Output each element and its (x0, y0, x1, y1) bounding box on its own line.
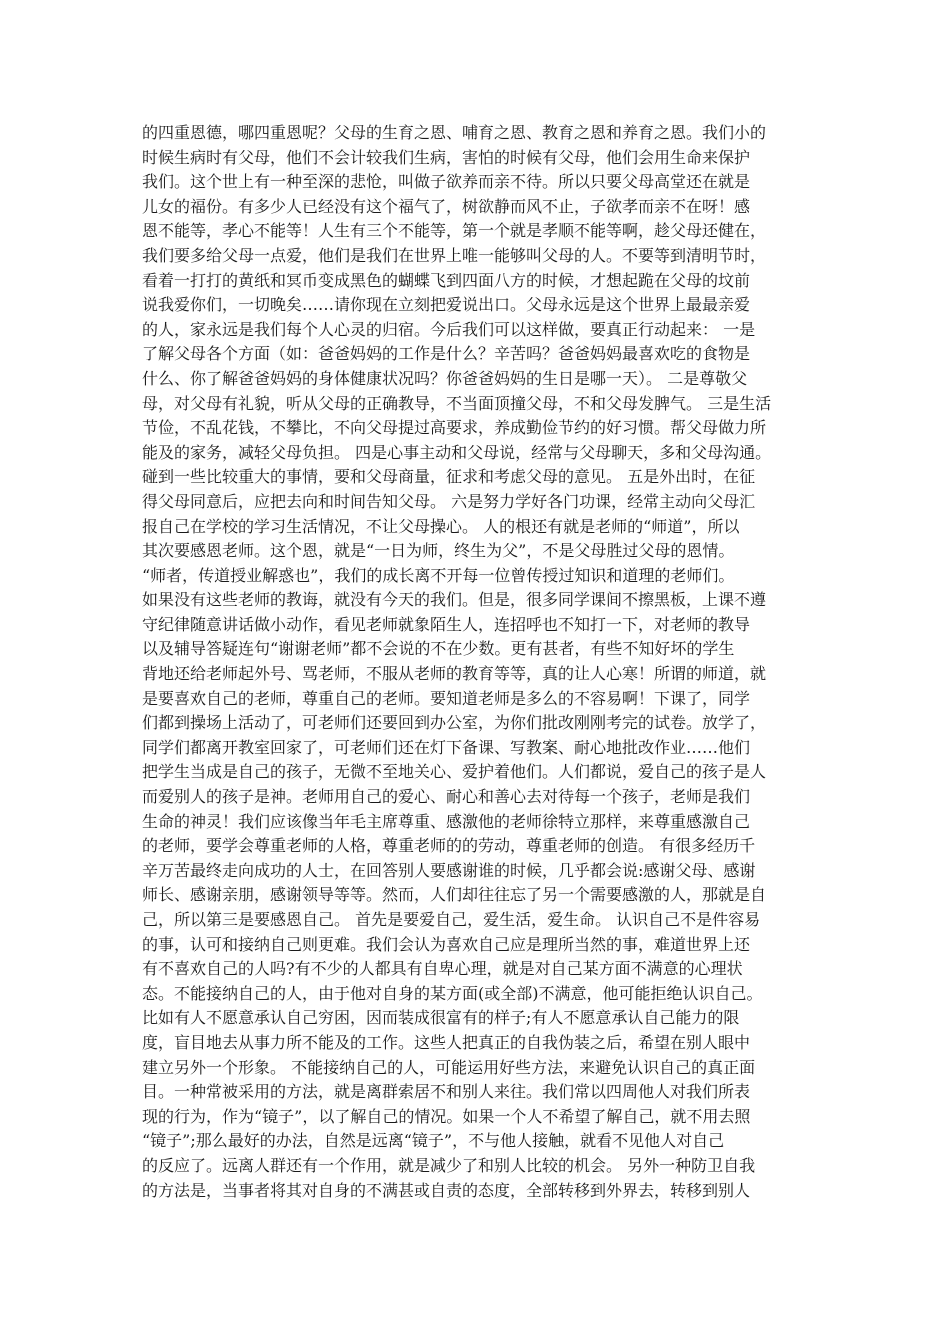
text-line: 比如有人不愿意承认自己穷困，因而装成很富有的样子;有人不愿意承认自己能力的限 (142, 1008, 740, 1028)
text-line: 其次要感恩老师。这个恩，就是“一日为师，终生为父”，不是父母胜过父母的恩情。 (142, 541, 735, 561)
text-line: 以及辅导答疑连句“谢谢老师”都不会说的不在少数。更有甚者，有些不知好坏的学生 (142, 639, 735, 659)
text-line: 碰到一些比较重大的事情，要和父母商量，征求和考虑父母的意见。 五是外出时，在征 (142, 467, 756, 487)
text-line: 的方法是，当事者将其对自身的不满甚或自责的态度，全部转移到外界去，转移到别人 (142, 1180, 751, 1200)
text-line: 我们要多给父母一点爱，他们是我们在世界上唯一能够叫父母的人。不要等到清明节时， (142, 245, 767, 265)
text-line: 儿女的福份。有多少人已经没有这个福气了，树欲静而风不止，子欲孝而亲不在呀！感 (142, 196, 751, 216)
text-line: 有不喜欢自己的人吗?有不少的人都具有自卑心理，就是对自己某方面不满意的心理状 (142, 959, 743, 979)
text-line: 报自己在学校的学习生活情况，不让父母操心。 人的根还有就是老师的“师道”，所以 (142, 516, 740, 536)
text-line: 而爱别人的孩子是神。老师用自己的爱心、耐心和善心去对待每一个孩子，老师是我们 (142, 787, 751, 807)
text-line: 的四重恩德，哪四重恩呢？父母的生育之恩、哺育之恩、教育之恩和养育之恩。我们小的 (142, 123, 767, 142)
text-line: 如果没有这些老师的教诲，就没有今天的我们。但是，很多同学课间不擦黑板，上课不遵 (142, 590, 767, 610)
text-line: 什么、你了解爸爸妈妈的身体健康状况吗？你爸爸妈妈的生日是哪一天）。 二是尊敬父 (142, 368, 748, 388)
text-line: 背地还给老师起外号、骂老师，不服从老师的教育等等，真的让人心寒！所谓的师道，就 (142, 664, 767, 684)
text-line: 了解父母各个方面（如：爸爸妈妈的工作是什么？辛苦吗？爸爸妈妈最喜欢吃的食物是 (142, 344, 751, 364)
text-line: 的老师，要学会尊重老师的人格，尊重老师的的劳动，尊重老师的创造。 有很多经历千 (142, 836, 756, 856)
text-line: 把学生当成是自己的孩子，无微不至地关心、爱护着他们。人们都说，爱自己的孩子是人 (142, 762, 767, 782)
text-line: 态。不能接纳自己的人，由于他对自身的某方面(或全部)不满意，他可能拒绝认识自己。 (142, 983, 763, 1003)
text-line: 恩不能等，孝心不能等！人生有三个不能等，第一个就是孝顺不能等啊，趁父母还健在， (142, 221, 767, 241)
text-line: 的人，家永远是我们每个人心灵的归宿。今后我们可以这样做，要真正行动起来： 一是 (142, 319, 756, 339)
text-line: 师长、感谢亲朋，感谢领导等等。然而，人们却往往忘了另一个需要感激的人，那就是自 (142, 885, 767, 905)
text-line: 建立另外一个形象。 不能接纳自己的人，可能运用好些方法，来避免认识自己的真正面 (142, 1057, 756, 1077)
text-line: “镜子”;那么最好的办法，自然是远离“镜子”，不与他人接触，就看不见他人对自己 (142, 1131, 725, 1151)
body-text (142, 121, 812, 1203)
text-line: 们都到操场上活动了，可老师们还要回到办公室，为你们批改刚刚考完的试卷。放学了， (142, 713, 767, 733)
text-line: 是要喜欢自己的老师，尊重自己的老师。要知道老师是多么的不容易啊！下课了，同学 (142, 688, 751, 708)
text-line: 现的行为，作为“镜子”，以了解自己的情况。如果一个人不希望了解自己，就不用去照 (142, 1106, 751, 1126)
text-line: 的事，认可和接纳自己则更难。我们会认为喜欢自己应是理所当然的事，难道世界上还 (142, 934, 751, 954)
text-line: “师者，传道授业解惑也”，我们的成长离不开每一位曾传授过知识和道理的老师们。 (142, 565, 735, 585)
text-line: 的反应了。远离人群还有一个作用，就是减少了和别人比较的机会。 另外一种防卫自我 (142, 1155, 756, 1175)
text-line: 母，对父母有礼貌，听从父母的正确教导，不当面顶撞父母，不和父母发脾气。 三是生活 (142, 393, 772, 413)
text-line: 同学们都离开教室回家了，可老师们还在灯下备课、写教案、耐心地批改作业……他们 (142, 737, 751, 757)
text-line: 己，所以第三是要感恩自己。 首先是要爱自己，爱生活，爱生命。 认识自己不是件容易 (142, 910, 761, 929)
text-line: 时候生病时有父母，他们不会计较我们生病，害怕的时候有父母，他们会用生命来保护 (142, 147, 751, 167)
text-line: 说我爱你们，一切晚矣……请你现在立刻把爱说出口。父母永远是这个世界上最最亲爱 (142, 295, 751, 315)
text-line: 节俭，不乱花钱，不攀比，不向父母提过高要求，养成勤俭节约的好习惯。帮父母做力所 (142, 418, 767, 438)
text-line: 我们。这个世上有一种至深的悲怆，叫做子欲养而亲不待。所以只要父母高堂还在就是 (142, 172, 751, 192)
text-line: 度，盲目地去从事力所不能及的工作。这些人把真正的自我伪装之后，希望在别人眼中 (142, 1032, 751, 1052)
text-line: 看着一打打的黄纸和冥币变成黑色的蝴蝶飞到四面八方的时候，才想起跪在父母的坟前 (142, 270, 751, 290)
text-line: 辛万苦最终走向成功的人士，在回答别人要感谢谁的时候，几乎都会说:感谢父母、感谢 (142, 860, 756, 880)
text-line: 生命的神灵！我们应该像当年毛主席尊重、感激他的老师徐特立那样，来尊重感激自己 (142, 811, 751, 831)
text-line: 目。一种常被采用的方法，就是离群索居不和别人来往。我们常以四周他人对我们所表 (142, 1082, 751, 1102)
text-line: 能及的家务，减轻父母负担。 四是心事主动和父母说，经常与父母聊天，多和父母沟通。 (142, 442, 772, 462)
text-line: 得父母同意后，应把去向和时间告知父母。 六是努力学好各门功课，经常主动向父母汇 (142, 491, 756, 511)
text-line: 守纪律随意讲话做小动作，看见老师就象陌生人，连招呼也不知打一下，对老师的教导 (142, 614, 751, 634)
